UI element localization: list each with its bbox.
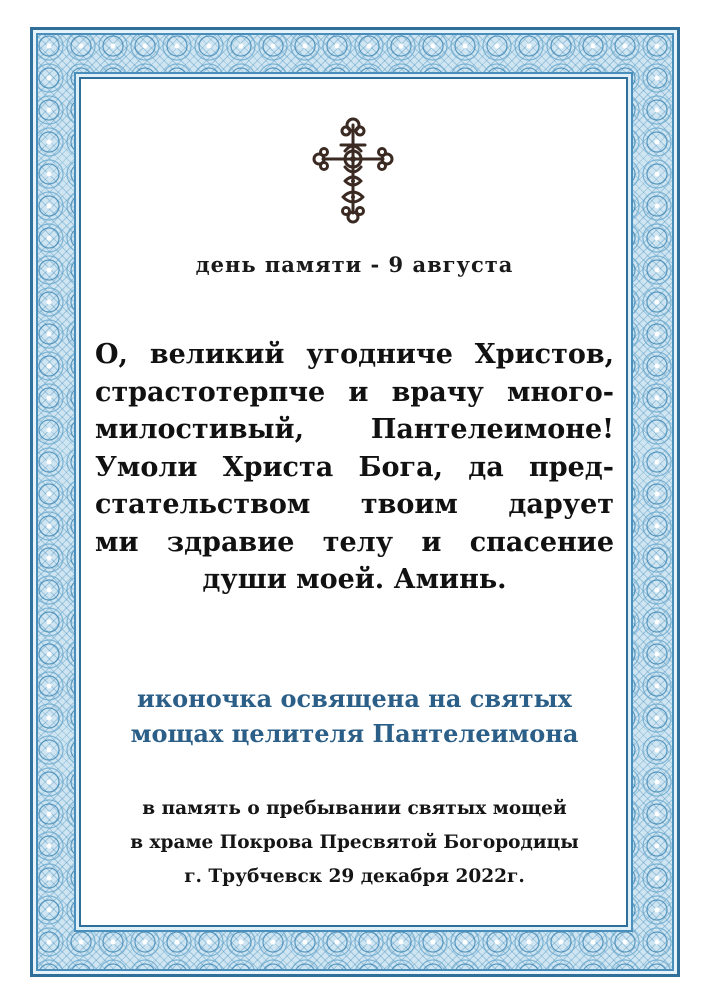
prayer-line: стательством твоим дарует [95, 489, 614, 520]
prayer-line: О, великий угодниче Христов, [95, 339, 614, 370]
memorial-line: г. Трубчевск 29 декабря 2022г. [184, 866, 525, 887]
prayer-text [95, 336, 614, 599]
orthodox-cross-icon [311, 115, 395, 225]
memorial-line: в храме Покрова Пресвятой Богородицы [130, 832, 579, 853]
consecration-note [100, 681, 609, 751]
prayer-line: души моей. Аминь. [202, 564, 507, 595]
memorial-note [100, 792, 609, 894]
consecration-line: иконочка освящена на святых [137, 684, 572, 713]
prayer-line: Умоли Христа Бога, да пред- [95, 451, 614, 483]
feast-day-label: день памяти - 9 августа [195, 252, 514, 277]
prayer-line: страстотерпче и врачу много- [95, 376, 614, 408]
memorial-line: в память о пребывании святых мощей [142, 798, 567, 819]
prayer-line: милостивый, Пантелеимоне! [95, 414, 614, 445]
prayer-line: ми здравие телу и спасение [95, 526, 614, 558]
consecration-line: мощах целителя Пантелеимона [130, 719, 579, 748]
